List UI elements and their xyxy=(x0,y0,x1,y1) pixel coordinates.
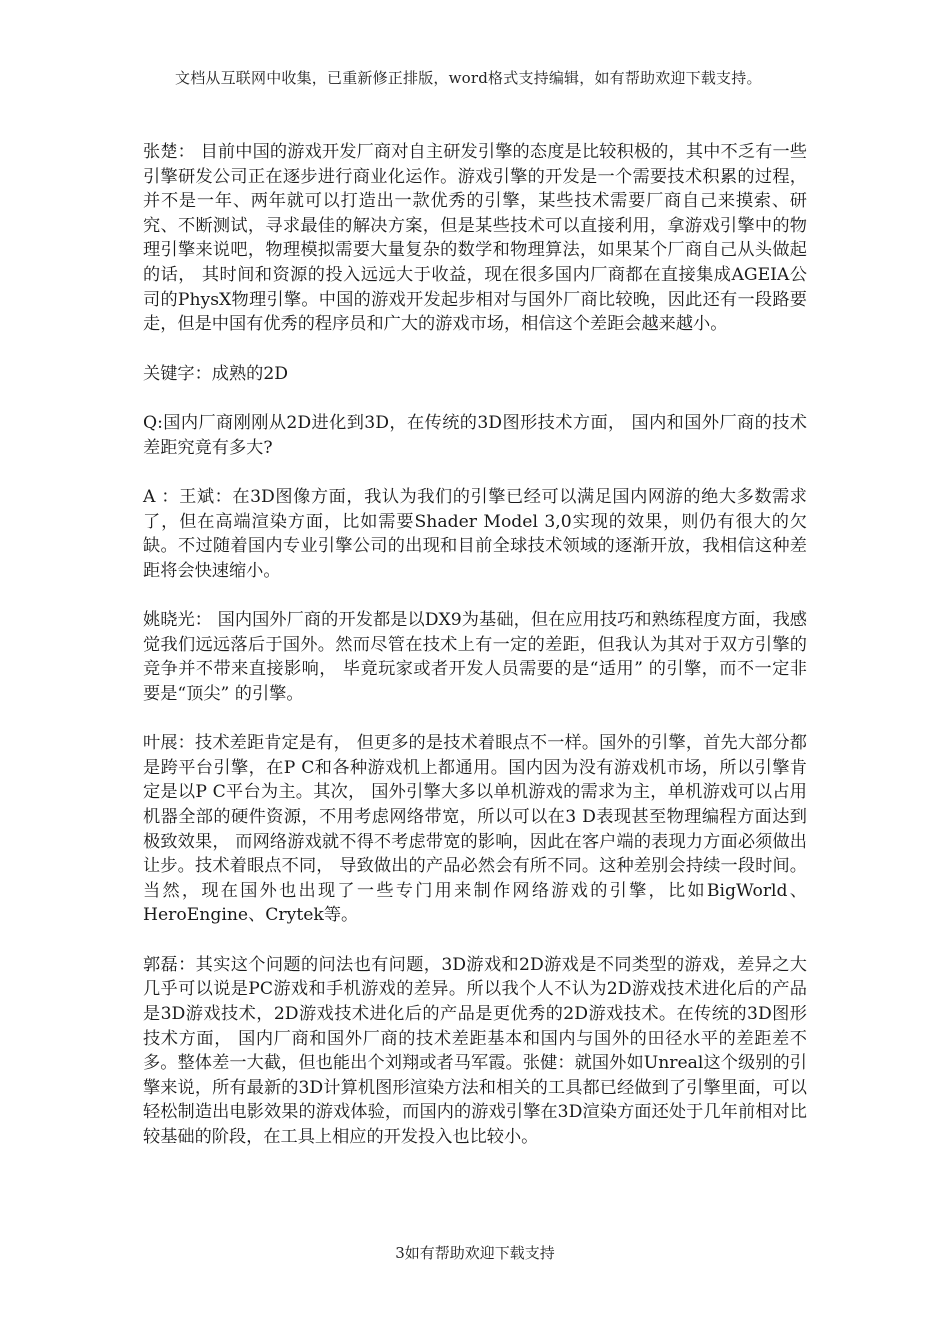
paragraph-keyword: 关键字：成熟的2D xyxy=(143,363,289,384)
paragraph-question: Q:国内厂商刚刚从2D进化到3D，在传统的3D图形技术方面， 国内和国外厂商的技术差距究竟有多大? xyxy=(143,412,807,458)
paragraph-ye-zhan: 叶展：技术差距肯定是有， 但更多的是技术着眼点不一样。国外的引擎，首先大部分都是跨平台引擎，在P C和各种游戏机上都通用。国内因为没有游戏机市场，所以引擎肯定是以P C平台为主。其次， 国外引擎大多以单机游戏的需求为主，单机游戏可以占用机器全部的硬件资源，不用考虑网络带宽，所以可以在3 D表现甚至物理编程方面达到极致效果， 而网络游戏就不得不考虑带宽的影响，因此在客户端的表现力方面必须做出让步。技术着眼点不同， 导致做出的产品必然会有所不同。这种差别会持续一段时间。当然，现在国外也出现了一些专门用来制作网络游戏的引擎，比如BigWorld、HeroEngine、Crytek等。 xyxy=(143,733,807,926)
paragraph-yao-xiaoguang: 姚晓光： 国内国外厂商的开发都是以DX9为基础，但在应用技巧和熟练程度方面，我感觉我们远远落后于国外。然而尽管在技术上有一定的差距，但我认为其对于双方引擎的竞争并不带来直接影响， 毕竟玩家或者开发人员需要的是“适用” 的引擎，而不一定非要是“顶尖” 的引擎。 xyxy=(143,610,807,704)
document-body xyxy=(143,140,807,1174)
paragraph-guo-lei: 郭磊：其实这个问题的问法也有问题，3D游戏和2D游戏是不同类型的游戏，差异之大几乎可以说是PC游戏和手机游戏的差异。所以我个人不认为2D游戏技术进化后的产品是3D游戏技术，2D游戏技术进化后的产品是更优秀的2D游戏技术。在传统的3D图形技术方面， 国内厂商和国外厂商的技术差距基本和国内与国外的田径水平的差距差不多。整体差一大截，但也能出个刘翔或者马军霞。张健：就国外如Unreal这个级别的引擎来说，所有最新的3D计算机图形渲染方法和相关的工具都已经做到了引擎里面，可以轻松制造出电影效果的游戏体验，而国内的游戏引擎在3D渲染方面还处于几年前相对比较基础的阶段，在工具上相应的开发投入也比较小。 xyxy=(143,954,807,1147)
page-footer: 3如有帮助欢迎下载支持 xyxy=(395,1244,555,1262)
page-header: 文档从互联网中收集，已重新修正排版，word格式支持编辑，如有帮助欢迎下载支持。 xyxy=(175,69,762,87)
paragraph-zhang-chu: 张楚： 目前中国的游戏开发厂商对自主研发引擎的态度是比较积极的，其中不乏有一些引擎研发公司正在逐步进行商业化运作。游戏引擎的开发是一个需要技术积累的过程，并不是一年、两年就可以打造出一款优秀的引擎，某些技术需要厂商自己来摸索、研究、不断测试，寻求最佳的解决方案，但是某些技术可以直接利用，拿游戏引擎中的物理引擎来说吧，物理模拟需要大量复杂的数学和物理算法，如果某个厂商自己从头做起的话， 其时间和资源的投入远远大于收益，现在很多国内厂商都在直接集成AGEIA公司的PhysX物理引擎。中国的游戏开发起步相对与国外厂商比较晚，因此还有一段路要走，但是中国有优秀的程序员和广大的游戏市场，相信这个差距会越来越小。 xyxy=(143,142,807,335)
paragraph-answer-wang-bin: A ：王斌：在3D图像方面，我认为我们的引擎已经可以满足国内网游的绝大多数需求了，但在高端渲染方面，比如需要Shader Model 3,0实现的效果，则仍有很大的欠缺。不过随着国内专业引擎公司的出现和目前全球技术领域的逐渐开放，我相信这种差距将会快速缩小。 xyxy=(143,486,807,581)
